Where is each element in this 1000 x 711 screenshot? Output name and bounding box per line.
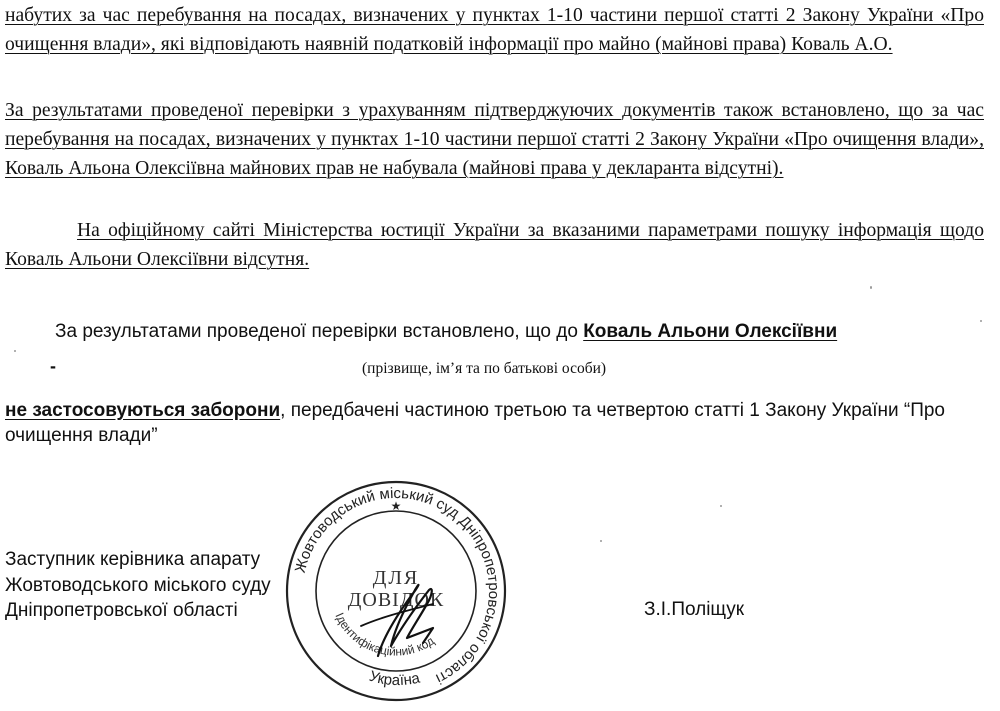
seal-center-line: ДЛЯ (372, 567, 420, 589)
scan-dot (600, 540, 602, 542)
paragraph-text: набутих за час перебування на посадах, визначених у пунктах 1-10 частини першої статті 2 Закону України «Про очищення влади», які відповідають наявній податковій інформації про майно (майнові права) Коваль А.О. (5, 5, 984, 55)
signatory-name: З.І.Поліщук (644, 599, 745, 620)
ban-statement (5, 398, 975, 448)
paragraph-verification-result (5, 96, 984, 183)
conclusion-prefix: За результатами проведеної перевірки встановлено, що до (55, 321, 584, 342)
ban-statement-strong: не застосовуються заборони (5, 400, 281, 421)
seal-center-line: ДОВІДОК (347, 589, 445, 611)
signatory-position-line: Дніпропетровської області (5, 600, 238, 621)
scan-dot (720, 505, 722, 507)
paragraph-text: На офіційному сайті Міністерства юстиції України за вказаними параметрами пошуку інформація щодо Коваль Альони Олексіївни відсутня. (5, 220, 984, 270)
signatory-position (5, 547, 271, 624)
scan-dot (980, 320, 982, 322)
court-seal (283, 478, 509, 704)
paragraph-ministry-site (5, 216, 984, 274)
seal-bottom-text: Україна (367, 667, 422, 690)
scan-dot (870, 286, 872, 289)
scan-dot (14, 350, 16, 352)
paragraph-text: За результатами проведеної перевірки з урахуванням підтверджуючих документів також встановлено, що за час перебування на посадах, визначених у пунктах 1-10 частини першої статті 2 Закону України «Про очищення влади», Коваль Альона Олексіївна майнових прав не набувала (майнові права у декларанта відсутні). (5, 100, 984, 179)
conclusion-line (55, 321, 837, 343)
paragraph-property-info (5, 1, 984, 59)
signatory-position-line: Жовтоводського міського суду (5, 574, 271, 596)
seal-code-text: Ідентифікаційний код (332, 610, 437, 659)
seal-ring-text: Жовтоводський міський суд Дніпропетровської області (291, 484, 503, 688)
seal-star-icon: ★ (390, 499, 402, 513)
ban-statement-rest: , передбачені частиною третьою та четвертою статті 1 Закону України “Про очищення влади” (5, 400, 945, 446)
person-name-hint: (прізвище, ім’я та по батькові особи) (362, 360, 607, 377)
signatory-position-line: Заступник керівника апарату (5, 549, 261, 570)
person-name: Коваль Альони Олексіївни (583, 321, 838, 342)
dash-mark: - (50, 356, 56, 376)
